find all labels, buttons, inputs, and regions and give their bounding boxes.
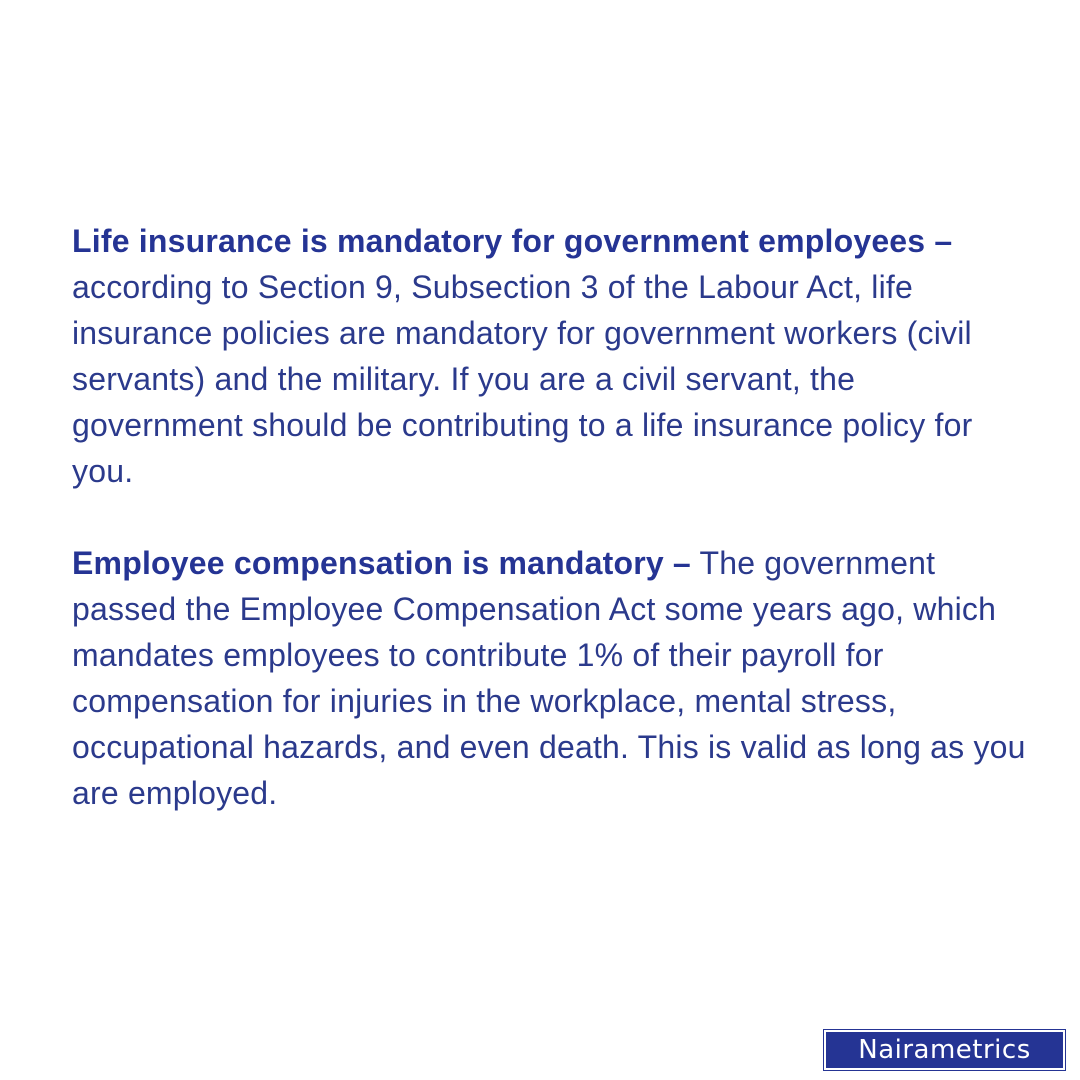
paragraph-lead: Life insurance is mandatory for government employees – (72, 223, 953, 259)
paragraph-employee-compensation (72, 540, 1032, 816)
brand-logo (824, 1030, 1065, 1070)
brand-logo-text: Nairametrics (858, 1035, 1031, 1065)
paragraph-body: according to Section 9, Subsection 3 of the Labour Act, life insurance policies are mandatory for government workers (civil servants) and the military. If you are a civil servant, the government should be contributing to a life insurance policy for you. (72, 269, 973, 489)
paragraph-body: The government passed the Employee Compensation Act some years ago, which mandates employees to contribute 1% of their payroll for compensation for injuries in the workplace, mental stress, occupational hazards, and even death. This is valid as long as you are employed. (72, 545, 1026, 811)
article-body (72, 218, 1032, 816)
paragraph-life-insurance (72, 218, 1032, 494)
paragraph-lead: Employee compensation is mandatory – (72, 545, 691, 581)
